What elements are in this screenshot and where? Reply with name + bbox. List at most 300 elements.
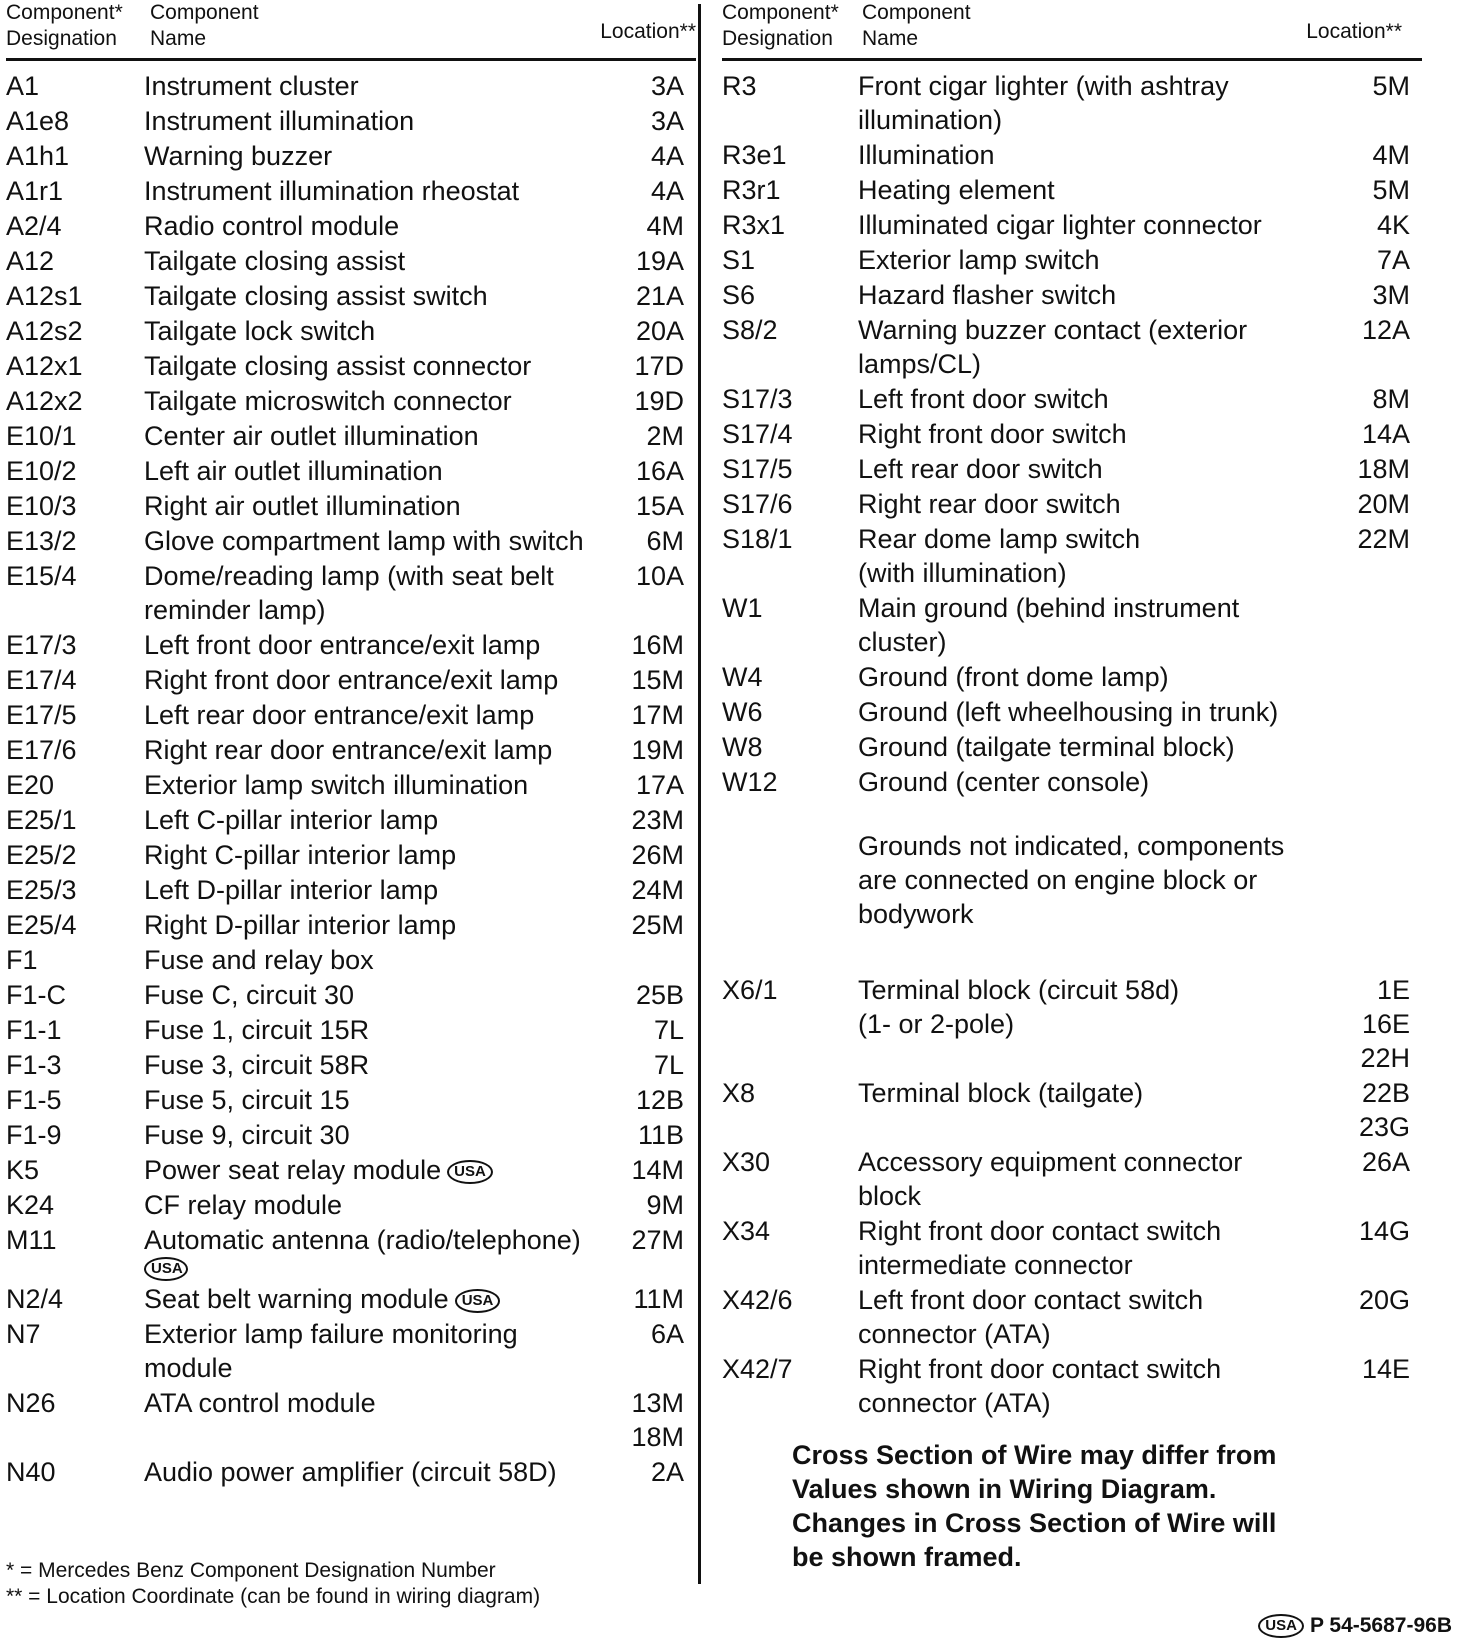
component-location xyxy=(1328,695,1410,729)
component-name xyxy=(144,104,606,138)
component-name xyxy=(858,243,1328,277)
component-name-text: Center air outlet illumination xyxy=(144,421,479,451)
component-name xyxy=(144,524,606,558)
component-designation: X42/7 xyxy=(722,1354,793,1384)
table-row xyxy=(6,559,696,627)
component-location: 3A xyxy=(650,71,684,101)
component-name xyxy=(144,454,606,488)
table-row xyxy=(6,1188,696,1222)
table-row xyxy=(6,419,696,453)
column-divider xyxy=(698,4,701,1584)
component-name xyxy=(144,349,606,383)
table-row xyxy=(722,278,1422,312)
component-name xyxy=(144,314,606,348)
component-location: 2M xyxy=(646,421,684,451)
table-row xyxy=(6,209,696,243)
component-name-text: Automatic antenna (radio/telephone) xyxy=(144,1225,581,1255)
component-name xyxy=(858,695,1328,729)
component-location: 12B xyxy=(635,1085,684,1115)
usa-badge-icon: USA xyxy=(455,1289,501,1313)
component-designation: M11 xyxy=(6,1225,57,1255)
component-name xyxy=(858,1145,1328,1213)
component-designation: N7 xyxy=(6,1319,41,1349)
component-name xyxy=(144,489,606,523)
component-name-text: Tailgate closing assist xyxy=(144,246,406,276)
component-name-text: Left C-pillar interior lamp xyxy=(144,805,439,835)
table-row xyxy=(6,244,696,278)
table-row xyxy=(6,1153,696,1187)
table-row xyxy=(6,733,696,767)
component-name-text: Warning buzzer xyxy=(144,141,333,171)
component-designation: X8 xyxy=(722,1078,756,1108)
component-name-text: CF relay module xyxy=(144,1190,343,1220)
component-location: 4A xyxy=(650,141,684,171)
table-row xyxy=(6,1455,696,1489)
figure-id xyxy=(1258,1614,1452,1638)
component-location: 16A xyxy=(635,456,684,486)
component-designation: A12x2 xyxy=(6,386,83,416)
table-row xyxy=(6,454,696,488)
table-row xyxy=(722,765,1422,799)
component-designation: E25/2 xyxy=(6,840,77,870)
component-location: 18M xyxy=(1357,454,1410,484)
component-name xyxy=(858,382,1328,416)
component-location: 5M xyxy=(1372,175,1410,205)
table-row xyxy=(6,1083,696,1117)
component-name-text: Instrument cluster xyxy=(144,71,359,101)
component-name xyxy=(858,313,1328,381)
name-header: Component Name xyxy=(862,1,971,50)
component-designation: A1e8 xyxy=(6,106,70,136)
component-designation: R3r1 xyxy=(722,175,781,205)
table-row xyxy=(6,873,696,907)
component-designation: W12 xyxy=(722,767,778,797)
component-name xyxy=(144,733,606,767)
location-header: Location** xyxy=(1306,20,1402,43)
component-designation: E15/4 xyxy=(6,561,77,591)
component-name-text: Front cigar lighter (with ashtray illumination) xyxy=(858,71,1229,135)
table-row xyxy=(722,1283,1422,1351)
component-name-text: Tailgate closing assist switch xyxy=(144,281,488,311)
component-designation: F1-C xyxy=(6,980,66,1010)
table-row xyxy=(6,1386,696,1454)
component-name-text: Fuse 1, circuit 15R xyxy=(144,1015,370,1045)
right-column xyxy=(722,0,1422,1421)
component-designation: S17/3 xyxy=(722,384,793,414)
component-name xyxy=(858,765,1328,799)
component-designation: R3 xyxy=(722,71,757,101)
component-name xyxy=(144,1223,606,1281)
component-name-text: Audio power amplifier (circuit 58D) xyxy=(144,1457,557,1487)
component-location: 15A xyxy=(635,491,684,521)
component-designation: E17/3 xyxy=(6,630,77,660)
component-designation: A1r1 xyxy=(6,176,64,206)
component-name xyxy=(144,803,606,837)
component-location: 8M xyxy=(1372,384,1410,414)
component-location xyxy=(1328,765,1410,799)
component-name-text: Glove compartment lamp with switch xyxy=(144,526,584,556)
figure-number: P 54-5687-96B xyxy=(1309,1614,1452,1637)
component-name-text: Exterior lamp failure monitoring module xyxy=(144,1319,518,1383)
component-name xyxy=(144,838,606,872)
table-row xyxy=(6,768,696,802)
location-header: Location** xyxy=(600,20,696,43)
component-name-text: Rear dome lamp switch (with illumination) xyxy=(858,524,1141,588)
component-designation: X6/1 xyxy=(722,975,778,1005)
table-row xyxy=(722,417,1422,451)
table-row xyxy=(6,943,696,977)
component-designation: F1-9 xyxy=(6,1120,62,1150)
table-row xyxy=(6,104,696,138)
component-name xyxy=(144,559,606,627)
component-name-text: Tailgate lock switch xyxy=(144,316,376,346)
component-designation: S8/2 xyxy=(722,315,778,345)
component-location: 23M xyxy=(631,805,684,835)
component-location: 7L xyxy=(653,1050,684,1080)
component-location: 3M xyxy=(1372,280,1410,310)
component-name xyxy=(144,1188,606,1222)
component-name xyxy=(858,1076,1328,1144)
component-name-text: Fuse and relay box xyxy=(144,945,374,975)
component-name-text: Right air outlet illumination xyxy=(144,491,461,521)
component-name-text: Heating element xyxy=(858,175,1055,205)
left-column xyxy=(6,0,696,1490)
component-designation: K5 xyxy=(6,1155,40,1185)
table-row xyxy=(6,524,696,558)
component-location: 19A xyxy=(635,246,684,276)
component-location xyxy=(1328,730,1410,764)
component-location: 7L xyxy=(653,1015,684,1045)
component-name xyxy=(858,730,1328,764)
component-location: 26M xyxy=(631,840,684,870)
component-location: 12A xyxy=(1361,315,1410,345)
component-designation: S1 xyxy=(722,245,756,275)
component-designation: X34 xyxy=(722,1216,771,1246)
component-name-text: Fuse 3, circuit 58R xyxy=(144,1050,370,1080)
component-designation: A1h1 xyxy=(6,141,70,171)
component-designation: K24 xyxy=(6,1190,55,1220)
component-designation: E25/4 xyxy=(6,910,77,940)
table-row xyxy=(6,628,696,662)
component-location: 4A xyxy=(650,176,684,206)
component-designation: S18/1 xyxy=(722,524,793,554)
component-location: 17D xyxy=(634,351,684,381)
table-row xyxy=(6,1282,696,1316)
component-name-text: Right rear door entrance/exit lamp xyxy=(144,735,553,765)
component-name-text: Ground (tailgate terminal block) xyxy=(858,732,1235,762)
component-name-text: Tailgate microswitch connector xyxy=(144,386,512,416)
component-name-text: Illuminated cigar lighter connector xyxy=(858,210,1262,240)
component-location: 6A xyxy=(650,1319,684,1349)
component-name xyxy=(144,174,606,208)
component-designation: X30 xyxy=(722,1147,771,1177)
footnote-location: ** = Location Coordinate (can be found in wiring diagram) xyxy=(6,1585,541,1608)
component-name xyxy=(858,452,1328,486)
component-name xyxy=(144,628,606,662)
table-row xyxy=(6,314,696,348)
table-row xyxy=(722,452,1422,486)
component-name-text: Main ground (behind instrument cluster) xyxy=(858,593,1240,657)
table-row xyxy=(722,1352,1422,1420)
component-name xyxy=(144,279,606,313)
table-row xyxy=(6,1013,696,1047)
component-name-text: Fuse C, circuit 30 xyxy=(144,980,355,1010)
component-name xyxy=(858,138,1328,172)
table-row xyxy=(6,698,696,732)
component-designation: E17/4 xyxy=(6,665,77,695)
table-row xyxy=(6,978,696,1012)
component-name xyxy=(858,522,1328,590)
component-designation: E20 xyxy=(6,770,55,800)
component-location: 27M xyxy=(631,1225,684,1255)
component-name-text: Left D-pillar interior lamp xyxy=(144,875,439,905)
table-row xyxy=(6,384,696,418)
component-name xyxy=(144,943,606,977)
component-location: 17M xyxy=(631,700,684,730)
component-location: 10A xyxy=(635,561,684,591)
right-table-body-a xyxy=(722,61,1422,799)
component-location xyxy=(1328,660,1410,694)
component-name-text: Right C-pillar interior lamp xyxy=(144,840,457,870)
component-name xyxy=(144,1048,606,1082)
component-name-text: Ground (front dome lamp) xyxy=(858,662,1169,692)
component-designation: A1 xyxy=(6,71,40,101)
footnote-designation: * = Mercedes Benz Component Designation Number xyxy=(6,1559,496,1582)
table-row xyxy=(722,1214,1422,1282)
component-name-text: Illumination xyxy=(858,140,995,170)
component-designation: S17/6 xyxy=(722,489,793,519)
component-name xyxy=(144,1083,606,1117)
component-name-text: Right rear door switch xyxy=(858,489,1121,519)
component-name xyxy=(858,1214,1328,1282)
component-name xyxy=(144,908,606,942)
component-designation: E25/3 xyxy=(6,875,77,905)
component-designation: F1-5 xyxy=(6,1085,62,1115)
component-designation: A2/4 xyxy=(6,211,62,241)
table-row xyxy=(6,1317,696,1385)
component-designation: X42/6 xyxy=(722,1285,793,1315)
component-location: 26A xyxy=(1361,1147,1410,1177)
cross-section-note: Cross Section of Wire may differ from Values shown in Wiring Diagram. Changes in Cross Section of Wire will be shown framed. xyxy=(792,1440,1277,1572)
component-location: 6M xyxy=(646,526,684,556)
component-location: 19D xyxy=(634,386,684,416)
component-location: 20M xyxy=(1357,489,1410,519)
component-location: 25M xyxy=(631,910,684,940)
component-name xyxy=(144,1455,606,1489)
component-designation: E17/5 xyxy=(6,700,77,730)
component-designation: W8 xyxy=(722,732,763,762)
component-location: 11B xyxy=(637,1120,684,1150)
component-location: 14G xyxy=(1358,1216,1410,1246)
component-name-text: Exterior lamp switch xyxy=(858,245,1100,275)
component-designation: R3e1 xyxy=(722,140,787,170)
component-name xyxy=(858,1283,1328,1351)
component-name-text: Terminal block (circuit 58d) (1- or 2-pole) xyxy=(858,975,1180,1039)
table-row xyxy=(722,382,1422,416)
component-name xyxy=(144,419,606,453)
table-row xyxy=(6,489,696,523)
footnotes xyxy=(6,1558,540,1610)
component-location: 4K xyxy=(1376,210,1410,240)
component-name xyxy=(144,244,606,278)
component-name-text: Radio control module xyxy=(144,211,400,241)
component-location: 16M xyxy=(631,630,684,660)
component-name-text: Fuse 5, circuit 15 xyxy=(144,1085,350,1115)
left-header xyxy=(6,0,696,61)
right-header xyxy=(722,0,1422,61)
component-designation: A12x1 xyxy=(6,351,83,381)
table-row xyxy=(722,208,1422,242)
component-designation: S6 xyxy=(722,280,756,310)
component-name-text: Dome/reading lamp (with seat belt reminder lamp) xyxy=(144,561,554,625)
component-name-text: Right front door contact switch intermediate connector xyxy=(858,1216,1222,1280)
usa-badge-icon: USA xyxy=(1258,1614,1304,1638)
component-location: 9M xyxy=(646,1190,684,1220)
component-name xyxy=(858,973,1328,1075)
component-name xyxy=(144,69,606,103)
component-name xyxy=(144,1386,606,1454)
component-location xyxy=(606,943,684,977)
table-row xyxy=(722,591,1422,659)
component-name-text: Power seat relay module xyxy=(144,1155,442,1185)
component-name xyxy=(144,1013,606,1047)
component-designation: R3x1 xyxy=(722,210,786,240)
component-location: 22B 23G xyxy=(1358,1078,1410,1142)
component-location: 1E 16E 22H xyxy=(1360,975,1410,1073)
component-name xyxy=(144,1282,606,1316)
component-designation: W1 xyxy=(722,593,763,623)
component-name xyxy=(858,208,1328,242)
component-name-text: Hazard flasher switch xyxy=(858,280,1117,310)
component-name xyxy=(858,1352,1328,1420)
component-designation: E10/2 xyxy=(6,456,77,486)
component-location: 13M 18M xyxy=(631,1388,684,1452)
component-location: 4M xyxy=(1372,140,1410,170)
component-name xyxy=(858,591,1328,659)
component-name xyxy=(858,173,1328,207)
component-name xyxy=(144,698,606,732)
component-name-text: Right front door switch xyxy=(858,419,1127,449)
table-row xyxy=(6,279,696,313)
left-table-body xyxy=(6,61,696,1489)
component-designation: S17/5 xyxy=(722,454,793,484)
component-designation: E10/1 xyxy=(6,421,77,451)
component-location: 7A xyxy=(1376,245,1410,275)
component-location: 3A xyxy=(650,106,684,136)
table-row xyxy=(722,1076,1422,1144)
usa-badge-icon: USA xyxy=(144,1257,188,1281)
table-row xyxy=(722,730,1422,764)
component-name-text: Instrument illumination xyxy=(144,106,415,136)
component-designation: F1-1 xyxy=(6,1015,62,1045)
component-name-text: ATA control module xyxy=(144,1388,376,1418)
component-location: 22M xyxy=(1357,524,1410,554)
usa-badge-icon: USA xyxy=(447,1160,493,1184)
component-name-text: Left front door contact switch connector (ATA) xyxy=(858,1285,1204,1349)
right-table-body-b xyxy=(722,973,1422,1420)
component-name-text: Warning buzzer contact (exterior lamps/CL) xyxy=(858,315,1248,379)
component-name-text: Right front door entrance/exit lamp xyxy=(144,665,559,695)
component-name-text: Right D-pillar interior lamp xyxy=(144,910,457,940)
component-name xyxy=(144,209,606,243)
component-location: 4M xyxy=(646,211,684,241)
table-row xyxy=(6,803,696,837)
component-designation: A12 xyxy=(6,246,55,276)
table-row xyxy=(6,838,696,872)
table-row xyxy=(722,973,1422,1075)
component-designation: W4 xyxy=(722,662,763,692)
component-location: 14M xyxy=(631,1155,684,1185)
table-row xyxy=(6,139,696,173)
table-row xyxy=(722,243,1422,277)
table-row xyxy=(722,1145,1422,1213)
table-row xyxy=(722,695,1422,729)
table-row xyxy=(722,138,1422,172)
component-location: 5M xyxy=(1372,71,1410,101)
component-location xyxy=(1328,591,1410,659)
component-location: 15M xyxy=(631,665,684,695)
table-row xyxy=(722,313,1422,381)
component-name-text: Left rear door entrance/exit lamp xyxy=(144,700,535,730)
component-name xyxy=(144,663,606,697)
component-name-text: Ground (center console) xyxy=(858,767,1150,797)
component-location: 25B xyxy=(635,980,684,1010)
component-name xyxy=(858,278,1328,312)
component-name xyxy=(858,487,1328,521)
component-location: 24M xyxy=(631,875,684,905)
component-location: 20A xyxy=(635,316,684,346)
table-row xyxy=(722,487,1422,521)
component-location: 21A xyxy=(635,281,684,311)
name-header: Component Name xyxy=(150,1,259,50)
component-name-text: Instrument illumination rheostat xyxy=(144,176,520,206)
table-row xyxy=(6,1048,696,1082)
table-row xyxy=(6,1223,696,1281)
table-row xyxy=(722,69,1422,137)
component-designation: E10/3 xyxy=(6,491,77,521)
component-designation: S17/4 xyxy=(722,419,793,449)
component-designation: F1 xyxy=(6,945,38,975)
table-row xyxy=(6,908,696,942)
component-name xyxy=(144,139,606,173)
table-row xyxy=(722,173,1422,207)
component-designation: A12s2 xyxy=(6,316,83,346)
component-designation: E17/6 xyxy=(6,735,77,765)
component-name xyxy=(144,768,606,802)
component-designation: N2/4 xyxy=(6,1284,64,1314)
component-name-text: Tailgate closing assist connector xyxy=(144,351,532,381)
component-name-text: Accessory equipment connector block xyxy=(858,1147,1243,1211)
component-location: 20G xyxy=(1358,1285,1410,1315)
component-name-text: Left front door switch xyxy=(858,384,1109,414)
table-row xyxy=(6,663,696,697)
component-designation: N26 xyxy=(6,1388,56,1418)
component-location: 11M xyxy=(633,1284,684,1314)
component-name xyxy=(144,873,606,907)
component-name xyxy=(144,1317,606,1385)
component-designation: F1-3 xyxy=(6,1050,62,1080)
component-name xyxy=(858,417,1328,451)
component-location: 19M xyxy=(631,735,684,765)
component-name-text: Right front door contact switch connector (ATA) xyxy=(858,1354,1222,1418)
table-row xyxy=(722,522,1422,590)
designation-header: Component* Designation xyxy=(6,1,123,50)
component-name xyxy=(144,1118,606,1152)
component-name-text: Seat belt warning module xyxy=(144,1284,449,1314)
component-name xyxy=(144,384,606,418)
component-location: 14E xyxy=(1361,1354,1410,1384)
component-name-text: Exterior lamp switch illumination xyxy=(144,770,529,800)
